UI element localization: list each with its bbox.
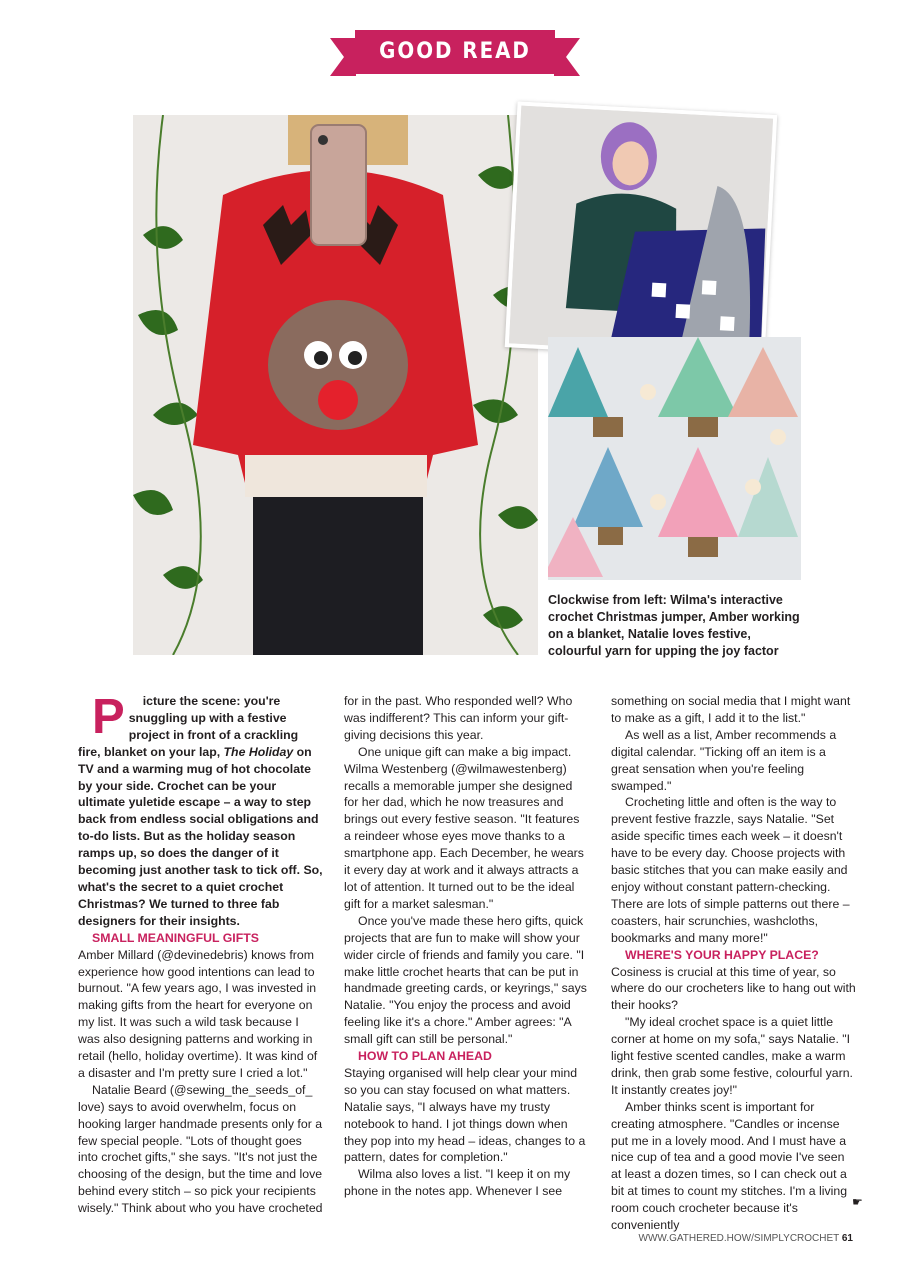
film-title: The Holiday: [223, 744, 294, 759]
section-heading: HOW TO PLAN AHEAD: [358, 1049, 492, 1064]
paragraph: Wilma also loves a list. "I keep it on my phone in the notes app. Whenever I see: [344, 1167, 571, 1199]
paragraph: Staying organised will help clear your mind so you can stay focused on what matters. Natalie says, "I always have my trusty notebook to hand. I jot things down when they pop into my head – ideas, changes to a pattern, dates for completion.": [344, 1065, 586, 1165]
continue-arrow-icon: ☛: [852, 1195, 863, 1209]
crochet-trees-photo: [548, 337, 801, 580]
paragraph: something on social media that I might want to make as a gift, I add it to the list.": [611, 694, 851, 725]
paragraph: Amber Millard (@devinedebris) knows from experience how good intentions can lead to burnout. "A few years ago, I was invested in making gifts from the heart for everyone on my list. It was such a wild task because I was also designing patterns and working in retail (hello, holiday overtime). It was kind of a disaster and I'm pretty sure I cried a lot.": [78, 947, 318, 1080]
paragraph: One unique gift can make a big impact. Wilma Westenberg (@wilmawestenberg) recalls a memorable jumper she designed for her dad, which he now treasures and brings out every festive season. "It features a reindeer whose eyes move thanks to a smartphone app. Each December, he wears it every day at work and it always attracts a lot of attention. It turned out to be the ideal gift for a market salesman.": [344, 744, 584, 911]
article-column-1: [78, 690, 323, 1217]
paragraph: As well as a list, Amber recommends a digital calendar. "Ticking off an item is a great sensation when you're feeling swamped.": [611, 727, 837, 793]
section-banner: [330, 30, 580, 78]
amber-blanket-photo: [505, 101, 778, 360]
banner-label: GOOD READ: [355, 30, 555, 74]
drop-cap: P: [92, 690, 125, 744]
page-footer: [639, 1233, 853, 1244]
reindeer-jumper-photo: [133, 115, 538, 655]
banner-tail-right: [554, 38, 580, 76]
paragraph: Crocheting little and often is the way to prevent festive frazzle, says Natalie. "Set aside specific times each week – it doesn't have to be every day. Choose projects with basic stitches that you can make easily and enjoy without constant pattern-checking. There are lots of simple patterns out there – coasters, hair scrunchies, washcloths, bookmarks and many more!": [611, 795, 850, 945]
article-column-3: [611, 693, 856, 1234]
paragraph: Cosiness is crucial at this time of year, so where do our crocheters like to hang out with their hooks?: [611, 964, 856, 1013]
section-heading: WHERE'S YOUR HAPPY PLACE?: [625, 947, 819, 962]
article-intro: P icture the scene: you're snuggling up with a festive project in front of a crackling fire, blanket on your lap, The Holiday on TV and a warming mug of hot chocolate by your side. Crochet can be your ultimate yuletide escape – a way to step back from endless social obligations and to-do lists. But as the holiday season ramps up, so does the danger of it becoming just another task to tick off. So, what's the secret to a quiet crochet Christmas? We turned to three fab designers for their insights.: [78, 690, 323, 928]
section-heading: SMALL MEANINGFUL GIFTS: [92, 930, 259, 945]
article-column-2: [344, 693, 589, 1200]
photo-caption: Clockwise from left: Wilma's interactive crochet Christmas jumper, Amber working on a blanket, Natalie loves festive, colourful yarn for upping the joy factor: [548, 593, 800, 658]
paragraph: Amber thinks scent is important for creating atmosphere. "Candles or incense put me in a lovely mood. And I must have a nice cup of tea and a good movie I've seen at least a dozen times, so I can check out a bit at times to count my stitches. I'm a living room couch crocheter because it's conveniently: [611, 1099, 848, 1233]
paragraph: Natalie Beard (@sewing_the_seeds_of_ love) says to avoid overwhelm, focus on hooking larger handmade presents only for a few special people. "Lots of thought goes into crochet gifts," she says. "It's not just the choosing of the design, but the time and love behind every stitch – so pick your recipients wisely." Think about who you have crocheted: [78, 1082, 323, 1216]
page-number: 61: [841, 1233, 853, 1244]
banner-tail-left: [330, 38, 356, 76]
paragraph: for in the past. Who responded well? Who was indifferent? This can inform your gift-giving decisions this year.: [344, 694, 573, 742]
paragraph: Once you've made these hero gifts, quick projects that are fun to make will show your wider circle of friends and family you care. "I make little crochet hearts that can be put in handmade greeting cards, or keyrings," says Natalie. "You enjoy the process and avoid feeling like it's a chore." Amber agrees: "A small gift can still be personal.": [344, 913, 587, 1047]
paragraph: "My ideal crochet space is a quiet little corner at home on my sofa," says Natalie. "I light festive scented candles, make a warm drink, then grab some festive, colourful yarn. It instantly creates joy!": [611, 1015, 853, 1097]
footer-url: WWW.GATHERED.HOW/SIMPLYCROCHET: [638, 1233, 840, 1244]
